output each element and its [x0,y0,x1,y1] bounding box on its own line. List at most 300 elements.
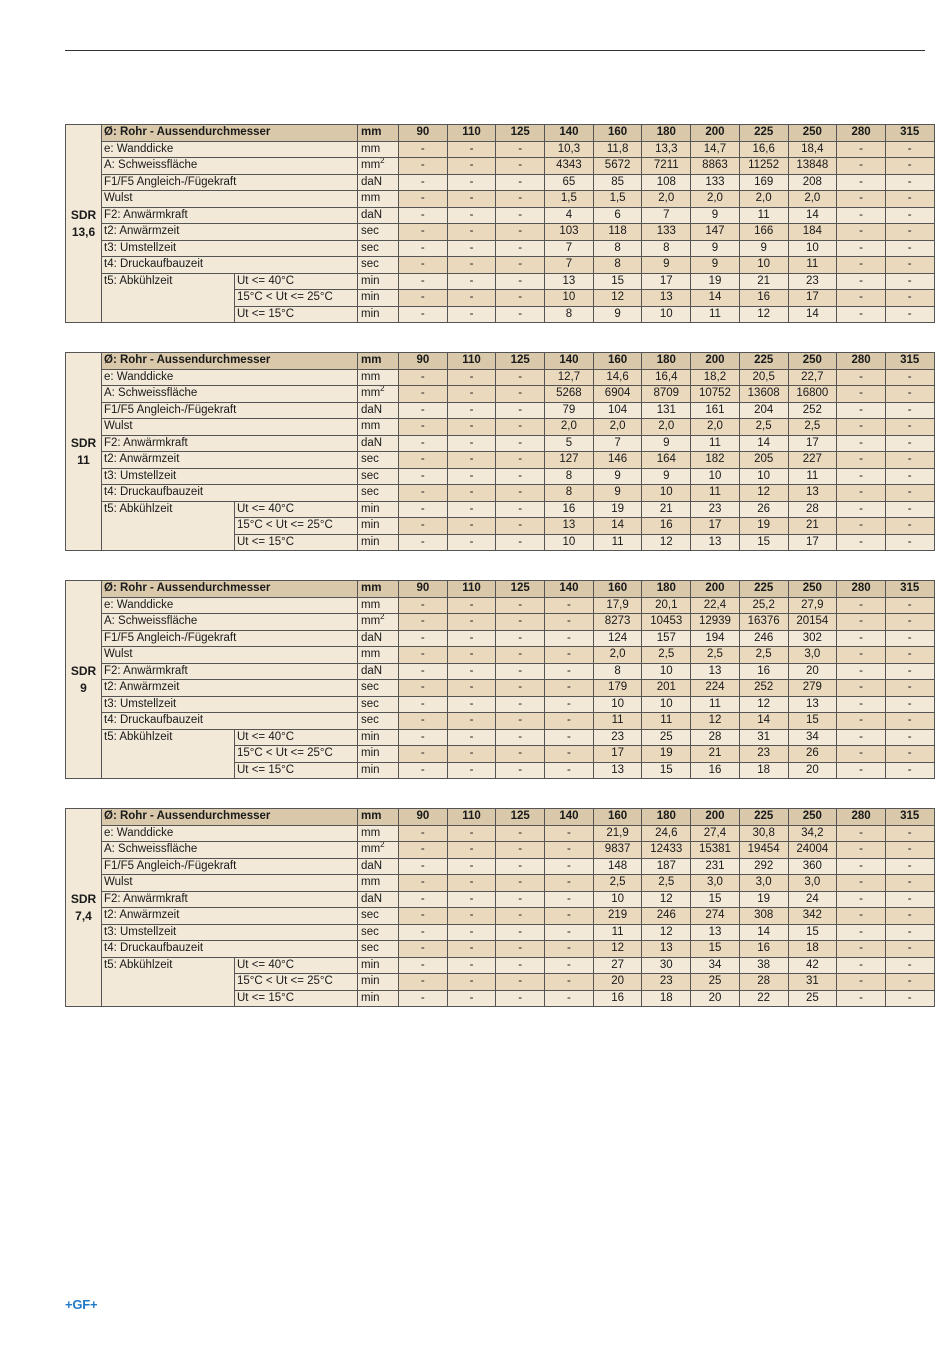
value-cell: - [496,419,545,436]
value-cell: 24004 [788,842,837,859]
value-cell: - [447,386,496,403]
value-cell: - [885,696,934,713]
value-cell: 19 [739,891,788,908]
unit-text: mm [361,370,381,383]
row-unit [358,924,399,941]
condition-label: 15°C < Ut <= 25°C [235,518,358,535]
value-cell: 11 [593,713,642,730]
data-row-t3 [66,240,935,257]
sdr-label [66,581,102,779]
data-row-f1 [66,858,935,875]
value-cell: - [837,207,886,224]
value-cell: - [496,990,545,1007]
value-cell: - [885,518,934,535]
value-cell: 38 [739,957,788,974]
diameter-header: 315 [885,581,934,598]
value-cell: - [837,713,886,730]
sdr-label-value: 9 [80,680,87,695]
value-cell: - [399,468,448,485]
value-cell: 2,0 [691,419,740,436]
value-cell: - [885,941,934,958]
value-cell: - [496,240,545,257]
value-cell: - [399,273,448,290]
value-cell: - [837,597,886,614]
sdr-label-line1: SDR [70,207,97,222]
value-cell: - [399,597,448,614]
value-cell: - [496,207,545,224]
value-cell: 13 [642,290,691,307]
value-cell: - [399,501,448,518]
value-cell: - [399,842,448,859]
value-cell: - [837,825,886,842]
value-cell: - [837,647,886,664]
value-cell: 20 [788,762,837,779]
sdr-label-line1: SDR [70,891,97,906]
value-cell: - [885,713,934,730]
row-unit [358,663,399,680]
unit-text: sec [361,258,379,270]
value-cell: - [885,746,934,763]
row-label: F2: Anwärmkraft [102,435,358,452]
value-cell: 17 [788,534,837,551]
value-cell: 23 [739,746,788,763]
diameter-header: 280 [837,125,886,142]
data-row-t4 [66,485,935,502]
row-unit [358,369,399,386]
value-cell: 17 [593,746,642,763]
value-cell: - [837,306,886,323]
value-cell: 104 [593,402,642,419]
header-row [66,353,935,370]
diameter-header: 250 [788,581,837,598]
value-cell: 11 [691,485,740,502]
row-label: t3: Umstellzeit [102,696,358,713]
data-row-f1 [66,402,935,419]
value-cell: 14 [691,290,740,307]
value-cell: - [837,875,886,892]
value-cell: - [837,402,886,419]
value-cell: 26 [788,746,837,763]
unit-text: sec [361,469,379,482]
value-cell: 19 [739,518,788,535]
unit-text: sec [361,486,379,498]
data-row-t5a [66,501,935,518]
diameter-header: 125 [496,581,545,598]
value-cell: - [447,858,496,875]
value-cell: - [885,468,934,485]
value-cell: - [545,842,594,859]
value-cell: - [885,729,934,746]
value-cell: - [545,614,594,631]
value-cell: 133 [642,224,691,241]
diameter-header: 160 [593,125,642,142]
value-cell: 161 [691,402,740,419]
value-cell: - [399,257,448,274]
value-cell: - [837,630,886,647]
value-cell: 133 [691,174,740,191]
diameter-header: 110 [447,581,496,598]
value-cell: 10 [642,663,691,680]
data-row-t3 [66,468,935,485]
diameter-header: 315 [885,809,934,826]
value-cell: 308 [739,908,788,925]
value-cell: 2,0 [593,647,642,664]
value-cell: 16 [593,990,642,1007]
unit-text: sec [361,909,379,921]
value-cell: - [545,941,594,958]
value-cell: 18,4 [788,141,837,158]
value-cell: - [837,990,886,1007]
value-cell: - [399,141,448,158]
value-cell: 10 [788,240,837,257]
value-cell: - [447,402,496,419]
value-cell: 13 [691,663,740,680]
value-cell: - [447,501,496,518]
value-cell: - [837,534,886,551]
value-cell: - [885,875,934,892]
value-cell: - [496,825,545,842]
value-cell: 124 [593,630,642,647]
value-cell: - [496,729,545,746]
value-cell: - [885,534,934,551]
value-cell: 10 [545,534,594,551]
value-cell: 2,5 [642,875,691,892]
value-cell: 3,0 [691,875,740,892]
value-cell: 5 [545,435,594,452]
value-cell: 14 [788,306,837,323]
row-unit [358,680,399,697]
value-cell: 342 [788,908,837,925]
sdr-table [65,580,935,779]
unit-text: sec [361,697,379,710]
value-cell: 13 [593,762,642,779]
row-unit [358,224,399,241]
data-row-t5a [66,957,935,974]
value-cell: 15 [642,762,691,779]
value-cell: - [496,663,545,680]
value-cell: 10 [593,696,642,713]
row-unit [358,174,399,191]
value-cell: - [447,191,496,208]
unit-text: mm [361,387,381,399]
value-cell: 9 [642,257,691,274]
value-cell: 42 [788,957,837,974]
value-cell: - [885,306,934,323]
value-cell: - [885,957,934,974]
value-cell: 147 [691,224,740,241]
value-cell: 103 [545,224,594,241]
value-cell: - [399,290,448,307]
value-cell: 20,1 [642,597,691,614]
value-cell: - [885,891,934,908]
value-cell: 14 [593,518,642,535]
value-cell: - [496,746,545,763]
value-cell: - [496,534,545,551]
value-cell: 31 [739,729,788,746]
row-label: t2: Anwärmzeit [102,908,358,925]
value-cell: 23 [788,273,837,290]
diameter-header: 110 [447,809,496,826]
value-cell: 9 [642,468,691,485]
value-cell: 252 [739,680,788,697]
value-cell: - [496,680,545,697]
value-cell: 11 [691,306,740,323]
value-cell: 3,0 [739,875,788,892]
row-label: t4: Druckaufbauzeit [102,713,358,730]
row-label: t5: Abkühlzeit [102,957,235,1007]
value-cell: - [447,224,496,241]
value-cell: - [447,240,496,257]
unit-text: daN [361,208,383,221]
diameter-header: 125 [496,125,545,142]
header-label: Ø: Rohr - Aussendurchmesser [102,581,358,598]
value-cell: 13 [691,534,740,551]
row-unit [358,908,399,925]
value-cell: - [837,191,886,208]
value-cell: 30 [642,957,691,974]
row-unit [358,941,399,958]
value-cell: 16 [739,663,788,680]
value-cell: 10 [739,257,788,274]
diameter-header: 160 [593,353,642,370]
value-cell: 12 [593,290,642,307]
value-cell: 10 [642,696,691,713]
value-cell: - [885,630,934,647]
row-label: A: Schweissfläche [102,842,358,859]
header-unit: mm [358,809,399,826]
row-unit: min [358,974,399,991]
value-cell: 11 [593,924,642,941]
value-cell: 11 [691,435,740,452]
row-label: t5: Abkühlzeit [102,501,235,551]
value-cell: - [885,386,934,403]
value-cell: 146 [593,452,642,469]
data-row-f2 [66,663,935,680]
value-cell: 23 [593,729,642,746]
value-cell: - [496,452,545,469]
value-cell: 16 [642,518,691,535]
value-cell: 12 [691,713,740,730]
value-cell: 11 [593,534,642,551]
row-unit [358,402,399,419]
value-cell: 17 [788,290,837,307]
value-cell: 279 [788,680,837,697]
value-cell: - [447,825,496,842]
unit-text: mm [361,615,381,627]
value-cell: - [496,647,545,664]
value-cell: 17 [691,518,740,535]
value-cell: 157 [642,630,691,647]
unit-text: daN [361,664,383,677]
value-cell: - [545,990,594,1007]
value-cell: 20 [593,974,642,991]
value-cell: - [496,290,545,307]
value-cell: 2,0 [739,191,788,208]
value-cell: - [399,729,448,746]
value-cell: 13 [788,696,837,713]
value-cell: 16 [691,762,740,779]
value-cell: 227 [788,452,837,469]
value-cell: - [496,908,545,925]
value-cell: 9 [739,240,788,257]
row-label: t5: Abkühlzeit [102,729,235,779]
value-cell: - [399,990,448,1007]
value-cell: - [885,290,934,307]
value-cell: - [496,224,545,241]
value-cell: 13 [642,941,691,958]
value-cell: - [399,941,448,958]
data-row-e [66,597,935,614]
unit-text: mm [361,420,381,432]
value-cell: 201 [642,680,691,697]
value-cell: 8 [593,257,642,274]
value-cell: - [447,891,496,908]
data-row-wulst [66,875,935,892]
value-cell: - [496,369,545,386]
row-label: Wulst [102,647,358,664]
value-cell: - [447,435,496,452]
value-cell: 7 [642,207,691,224]
value-cell: - [837,240,886,257]
value-cell: - [496,924,545,941]
row-label: t3: Umstellzeit [102,240,358,257]
unit-exponent: 2 [380,613,385,622]
row-label: t2: Anwärmzeit [102,452,358,469]
value-cell: 14 [739,713,788,730]
value-cell: 27,9 [788,597,837,614]
row-label: F2: Anwärmkraft [102,207,358,224]
value-cell: 7 [593,435,642,452]
value-cell: 14 [739,435,788,452]
value-cell: 4 [545,207,594,224]
value-cell: - [545,729,594,746]
value-cell: - [545,924,594,941]
value-cell: 20154 [788,614,837,631]
value-cell: 13 [545,518,594,535]
row-unit [358,435,399,452]
value-cell: 5672 [593,158,642,175]
value-cell: - [447,680,496,697]
value-cell: - [837,957,886,974]
row-unit: min [358,746,399,763]
value-cell: - [399,696,448,713]
value-cell: 12939 [691,614,740,631]
value-cell: - [837,614,886,631]
value-cell: - [447,419,496,436]
value-cell: - [837,452,886,469]
diameter-header: 180 [642,581,691,598]
value-cell: 10453 [642,614,691,631]
value-cell: - [399,875,448,892]
value-cell: 8 [642,240,691,257]
value-cell: - [885,191,934,208]
value-cell: - [447,957,496,974]
condition-label: Ut <= 40°C [235,729,358,746]
value-cell: - [447,257,496,274]
row-unit: min [358,957,399,974]
value-cell: - [885,369,934,386]
data-row-t5a [66,729,935,746]
value-cell: - [545,597,594,614]
value-cell: 9 [593,485,642,502]
value-cell: - [496,191,545,208]
unit-text: sec [361,225,379,237]
value-cell: - [447,924,496,941]
diameter-header: 280 [837,353,886,370]
sdr-label [66,125,102,323]
value-cell: - [399,386,448,403]
value-cell: - [447,974,496,991]
value-cell: 10 [642,485,691,502]
row-label: A: Schweissfläche [102,158,358,175]
value-cell: - [496,891,545,908]
value-cell: - [885,680,934,697]
row-label: Wulst [102,875,358,892]
value-cell: 231 [691,858,740,875]
condition-label: 15°C < Ut <= 25°C [235,974,358,991]
value-cell: 15 [788,924,837,941]
value-cell: - [545,891,594,908]
value-cell: - [447,696,496,713]
value-cell: 12433 [642,842,691,859]
value-cell: - [885,452,934,469]
condition-label: Ut <= 15°C [235,306,358,323]
row-label: F2: Anwärmkraft [102,891,358,908]
value-cell: 2,0 [691,191,740,208]
value-cell: - [496,402,545,419]
row-label: e: Wanddicke [102,597,358,614]
value-cell: - [837,518,886,535]
row-label: t3: Umstellzeit [102,468,358,485]
row-label: e: Wanddicke [102,141,358,158]
value-cell: 16376 [739,614,788,631]
unit-text: sec [361,942,379,954]
data-row-f2 [66,891,935,908]
data-row-t5a [66,273,935,290]
value-cell: - [496,597,545,614]
value-cell: 34 [691,957,740,974]
value-cell: - [837,273,886,290]
value-cell: 14,6 [593,369,642,386]
value-cell: - [885,647,934,664]
row-label: F1/F5 Angleich-/Fügekraft [102,630,358,647]
value-cell: 274 [691,908,740,925]
data-row-e [66,825,935,842]
value-cell: 17 [642,273,691,290]
sdr-label-value: 11 [77,452,90,467]
value-cell: - [447,158,496,175]
value-cell: 10 [545,290,594,307]
value-cell: 252 [788,402,837,419]
row-label: F1/F5 Angleich-/Fügekraft [102,402,358,419]
row-label: Wulst [102,191,358,208]
value-cell: 12 [593,941,642,958]
value-cell: 13 [545,273,594,290]
value-cell: - [885,663,934,680]
sdr-label-line1: SDR [70,435,97,450]
value-cell: - [885,435,934,452]
value-cell: - [545,746,594,763]
unit-text: daN [361,859,383,872]
row-label: t4: Druckaufbauzeit [102,941,358,958]
row-unit [358,891,399,908]
value-cell: - [885,141,934,158]
value-cell: - [399,825,448,842]
value-cell: - [885,825,934,842]
value-cell: - [496,485,545,502]
value-cell: 5268 [545,386,594,403]
value-cell: - [399,924,448,941]
